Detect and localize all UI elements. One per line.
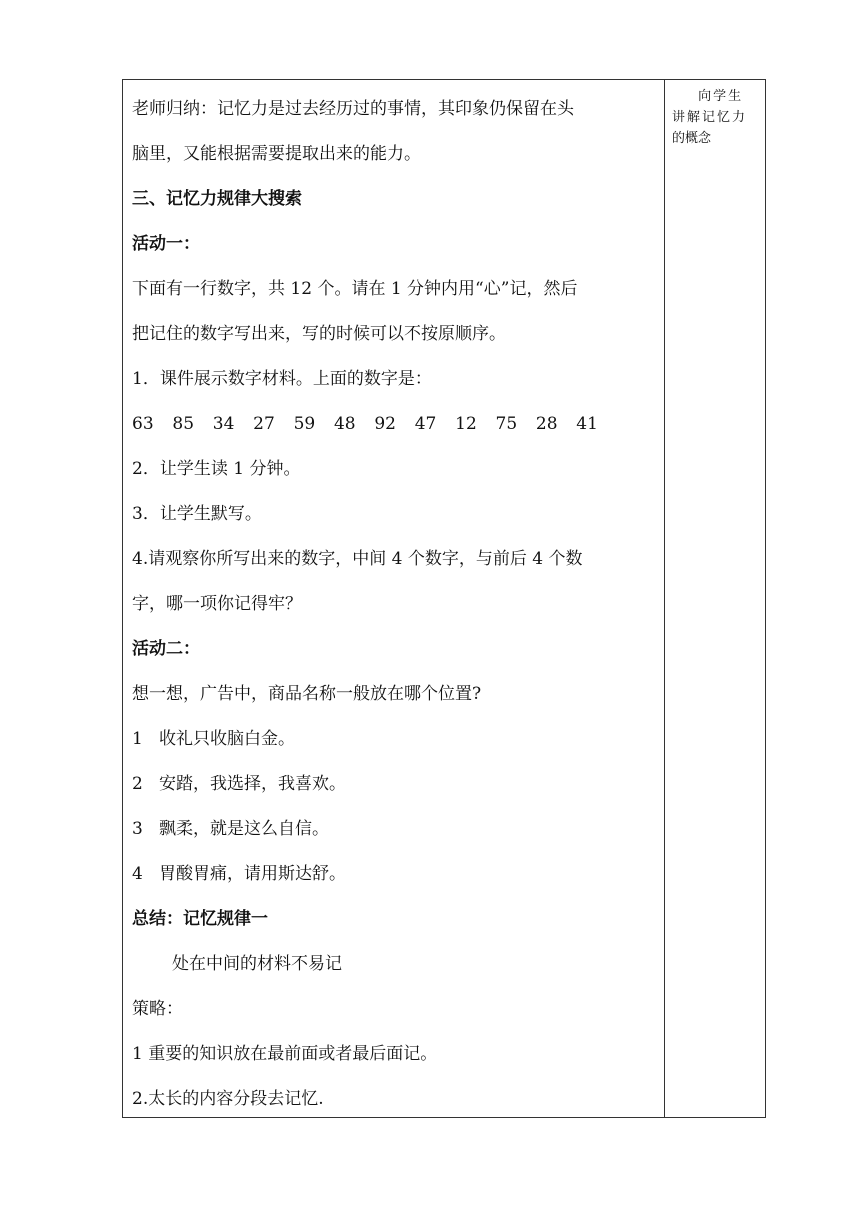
number-item: 12: [455, 414, 477, 434]
number-item: 41: [576, 414, 598, 434]
text-line: 想一想，广告中，商品名称一般放在哪个位置?: [132, 684, 482, 704]
text-line: 4.请观察你所写出来的数字，中间 4 个数字，与前后 4 个数: [132, 549, 583, 569]
teaching-note-cell: [672, 86, 760, 149]
column-divider: [664, 79, 665, 1118]
list-item: 1 收礼只收脑白金。: [132, 729, 296, 749]
activity-heading: 活动二：: [132, 639, 200, 659]
number-item: 47: [414, 414, 437, 434]
note-line: 向学生: [692, 89, 744, 104]
note-line: 讲解记忆力: [672, 110, 748, 125]
activity-heading: 活动一：: [132, 234, 200, 254]
text-line: 脑里，又能根据需要提取出来的能力。: [132, 144, 421, 164]
number-item: 59: [293, 414, 316, 434]
number-item: 75: [495, 414, 518, 434]
summary-heading: 总结：记忆规律一: [132, 909, 268, 929]
lesson-content-cell: [132, 87, 660, 1122]
number-item: 27: [253, 414, 275, 434]
number-item: 48: [333, 414, 356, 434]
list-item: 2.太长的内容分段去记忆.: [132, 1089, 324, 1109]
note-line: 的概念: [672, 131, 712, 146]
number-item: 92: [374, 414, 396, 434]
number-item: 28: [535, 414, 558, 434]
text-line: 策略：: [132, 999, 183, 1019]
number-item: 85: [172, 414, 195, 434]
text-line: 老师归纳：记忆力是过去经历过的事情，其印象仍保留在头: [132, 99, 574, 119]
text-line: 处在中间的材料不易记: [172, 954, 342, 974]
list-item: 3 飘柔，就是这么自信。: [132, 819, 330, 839]
text-line: 1．课件展示数字材料。上面的数字是：: [132, 369, 432, 389]
text-line: 把记住的数字写出来，写的时候可以不按原顺序。: [132, 324, 506, 344]
number-item: 63: [132, 414, 154, 434]
text-line: 字，哪一项你记得牢？: [132, 594, 302, 614]
text-line: 下面有一行数字，共 12 个。请在 1 分钟内用“心”记，然后: [132, 279, 578, 299]
section-heading: 三、记忆力规律大搜索: [132, 189, 302, 209]
list-item: 4 胃酸胃痛，请用斯达舒。: [132, 864, 347, 884]
text-line: 2．让学生读 1 分钟。: [132, 459, 301, 479]
list-item: 2 安踏，我选择，我喜欢。: [132, 774, 347, 794]
text-line: 3．让学生默写。: [132, 504, 262, 524]
number-sequence: [132, 402, 660, 447]
number-item: 34: [212, 414, 235, 434]
list-item: 1 重要的知识放在最前面或者最后面记。: [132, 1044, 438, 1064]
